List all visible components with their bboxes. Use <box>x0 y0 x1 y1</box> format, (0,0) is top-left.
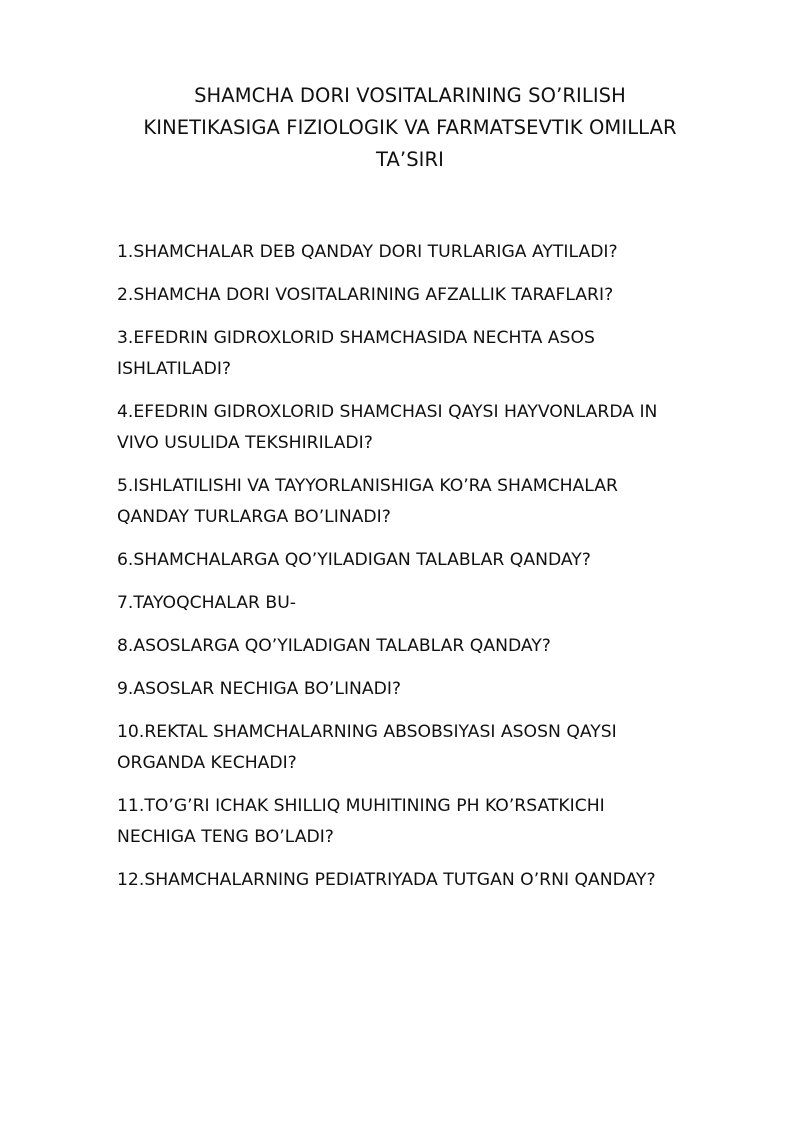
question-8-line-1: 8.ASOSLARGA QO’YILADIGAN TALABLAR QANDAY? <box>117 636 551 656</box>
question-6 <box>117 545 757 576</box>
question-4 <box>117 397 757 459</box>
question-4-line-2: VIVO USULIDA TEKSHIRILADI? <box>117 433 373 453</box>
question-9 <box>117 674 757 705</box>
question-1 <box>117 237 757 268</box>
question-5-line-2: QANDAY TURLARGA BO’LINADI? <box>117 507 391 527</box>
question-10-line-1: 10.REKTAL SHAMCHALARNING ABSOBSIYASI ASOSN QAYSI <box>117 722 617 742</box>
question-3-line-2: ISHLATILADI? <box>117 359 232 379</box>
question-5 <box>117 471 757 533</box>
question-list <box>117 237 757 908</box>
question-11-line-1: 11.TO’G’RI ICHAK SHILLIQ MUHITINING PH KO’RSATKICHI <box>117 796 605 816</box>
question-3 <box>117 323 757 385</box>
question-2 <box>117 280 757 311</box>
title-line-2: KINETIKASIGA FIZIOLOGIK VA FARMATSEVTIK OMILLAR <box>143 116 677 139</box>
question-12 <box>117 865 757 896</box>
question-10-line-2: ORGANDA KECHADI? <box>117 753 297 773</box>
title-line-3: TA’SIRI <box>375 148 445 171</box>
question-12-line-1: 12.SHAMCHALARNING PEDIATRIYADA TUTGAN O’RNI QANDAY? <box>117 870 656 890</box>
title-line-1: SHAMCHA DORI VOSITALARINING SO’RILISH <box>194 84 626 107</box>
question-10 <box>117 717 757 779</box>
question-6-line-1: 6.SHAMCHALARGA QO’YILADIGAN TALABLAR QANDAY? <box>117 550 591 570</box>
question-4-line-1: 4.EFEDRIN GIDROXLORID SHAMCHASI QAYSI HAYVONLARDA IN <box>117 402 658 422</box>
question-11 <box>117 791 757 853</box>
question-3-line-1: 3.EFEDRIN GIDROXLORID SHAMCHASIDA NECHTA ASOS <box>117 328 595 348</box>
question-2-line-1: 2.SHAMCHA DORI VOSITALARINING AFZALLIK TARAFLARI? <box>117 285 614 305</box>
question-7 <box>117 588 757 619</box>
question-9-line-1: 9.ASOSLAR NECHIGA BO’LINADI? <box>117 679 402 699</box>
question-7-line-1: 7.TAYOQCHALAR BU- <box>117 593 296 613</box>
page-title <box>95 80 725 176</box>
question-5-line-1: 5.ISHLATILISHI VA TAYYORLANISHIGA KO’RA SHAMCHALAR <box>117 476 618 496</box>
question-8 <box>117 631 757 662</box>
question-11-line-2: NECHIGA TENG BO’LADI? <box>117 827 334 847</box>
question-1-line-1: 1.SHAMCHALAR DEB QANDAY DORI TURLARIGA AYTILADI? <box>117 242 618 262</box>
